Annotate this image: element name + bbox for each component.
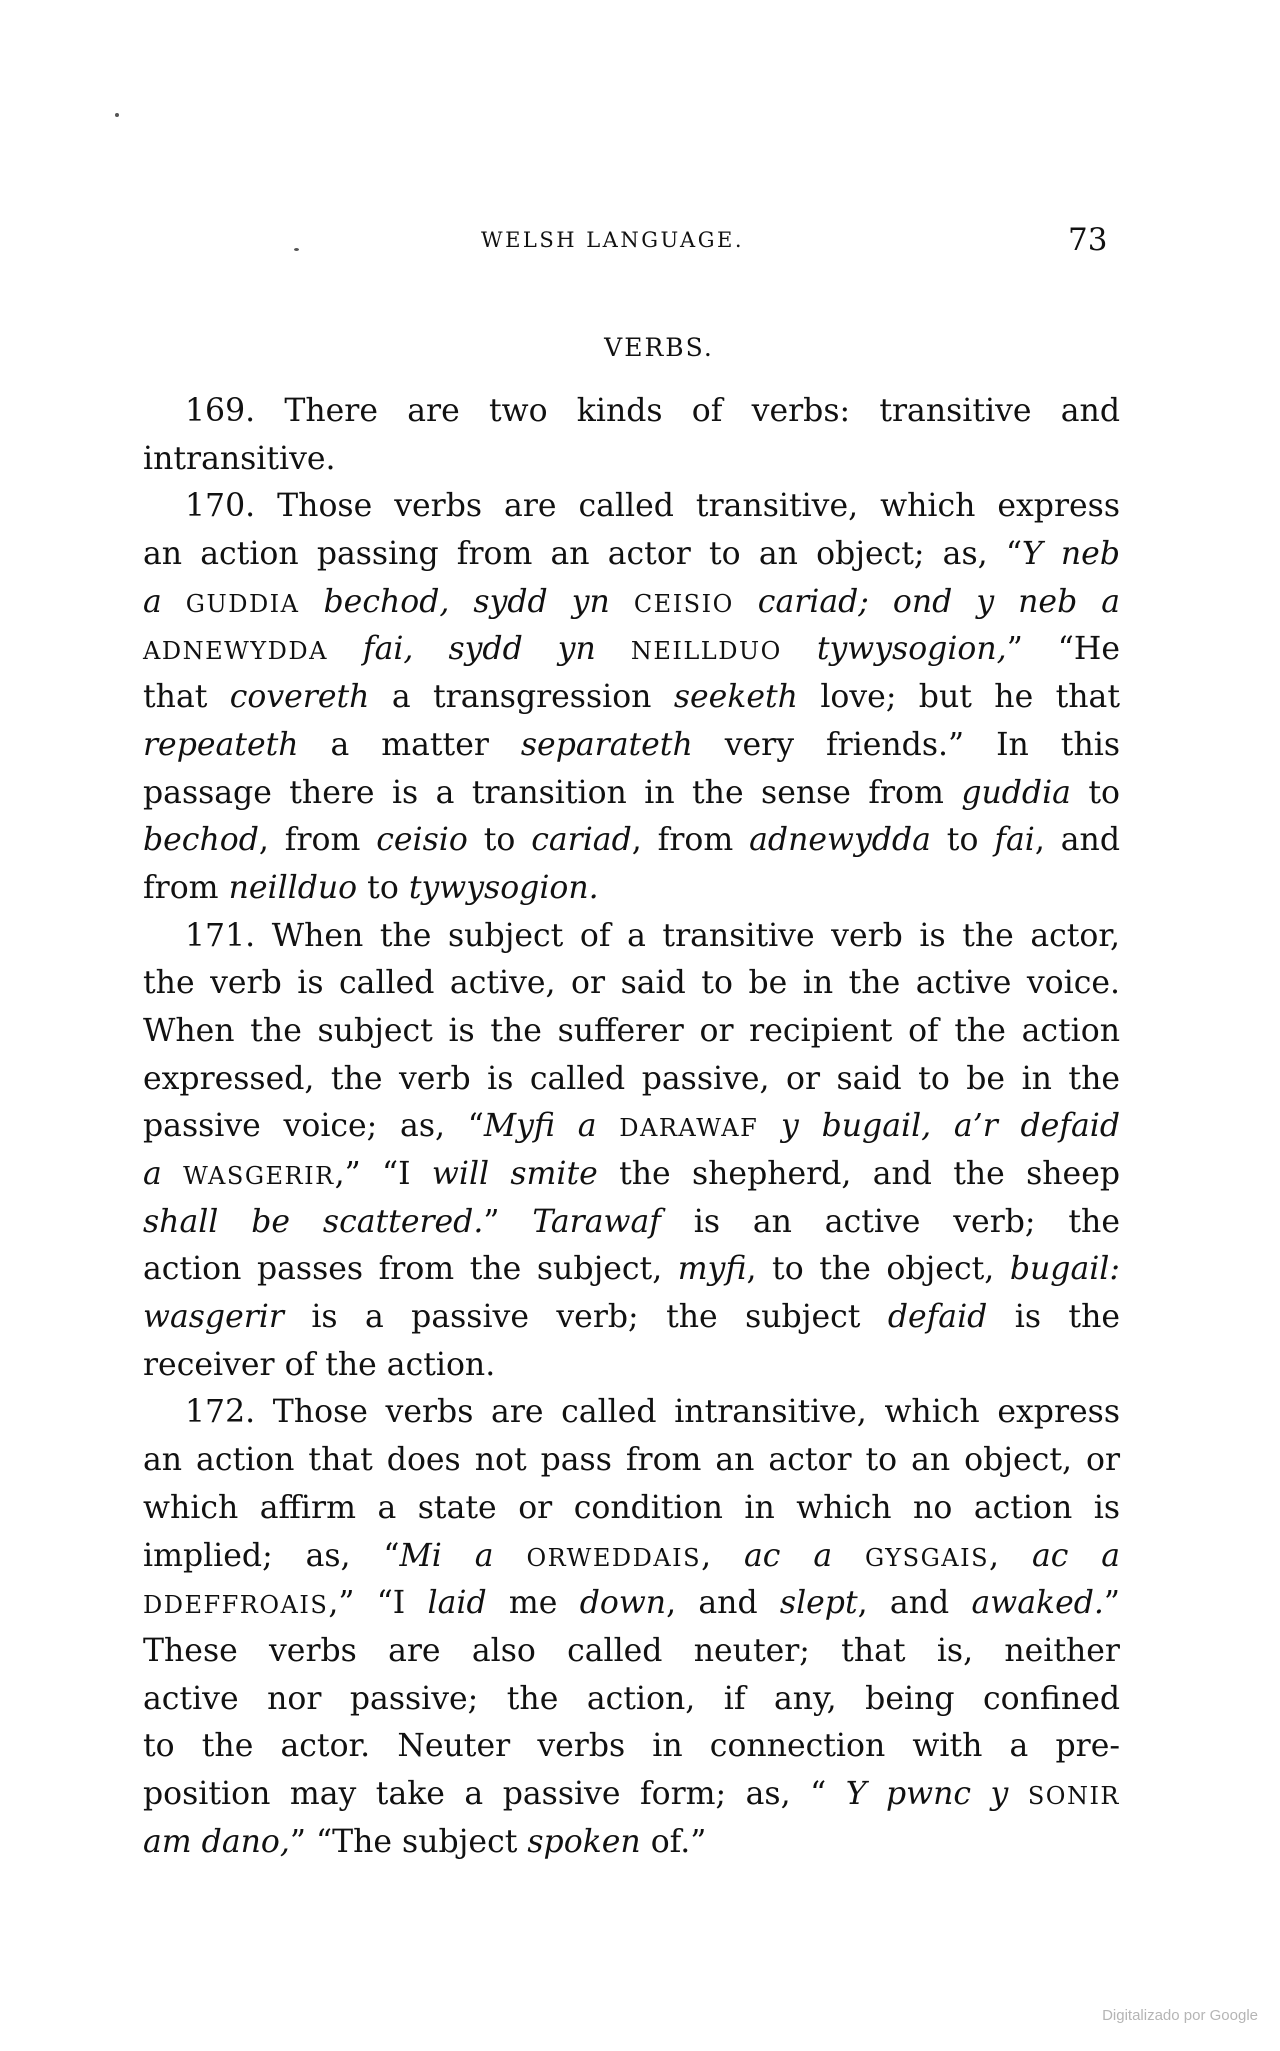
text-segment: [162, 1156, 183, 1192]
text-line: [143, 1294, 1120, 1342]
small-caps-text: NEILLDUO: [630, 637, 782, 666]
italic-text: bechod: [143, 822, 259, 859]
text-segment: an action passing from an actor to an object; as, “: [143, 536, 1022, 573]
text-segment: love; but he that: [797, 679, 1120, 716]
text-line: [143, 865, 1120, 913]
text-line: [143, 817, 1120, 865]
italic-text: y bugail, a’r defaid: [781, 1108, 1121, 1145]
text-segment: is an active verb; the: [660, 1203, 1120, 1240]
text-line: [143, 1676, 1120, 1724]
italic-text: fai, sydd yn: [362, 631, 596, 668]
italic-text: cariad: [531, 822, 632, 859]
text-segment: , from: [631, 822, 750, 859]
italic-text: ac a: [1031, 1537, 1121, 1574]
text-line: [143, 1580, 1120, 1628]
text-line: [143, 1151, 1120, 1199]
text-segment: a matter: [298, 726, 521, 763]
running-title: WELSH LANGUAGE.: [481, 228, 744, 252]
text-segment: is the: [987, 1299, 1120, 1336]
italic-text: a: [143, 1156, 162, 1192]
text-segment: to the actor. Neuter verbs in connection with a pre-: [143, 1728, 1120, 1765]
text-segment: ” “The subject: [289, 1823, 528, 1860]
text-segment: to: [930, 822, 995, 859]
text-segment: to: [357, 869, 409, 906]
text-segment: passive voice; as, “: [143, 1108, 484, 1145]
text-line: [143, 1246, 1120, 1294]
text-segment: [494, 1538, 527, 1574]
text-segment: These verbs are also called neuter; that is, neither: [143, 1632, 1120, 1669]
text-segment: [597, 1108, 620, 1144]
text-segment: that: [143, 679, 230, 716]
text-segment: [782, 631, 817, 667]
small-caps-text: CEISIO: [633, 589, 734, 618]
text-line: [143, 1723, 1120, 1771]
text-segment: expressed, the verb is called passive, or said to be in the: [143, 1060, 1120, 1097]
text-segment: me: [486, 1585, 580, 1622]
small-caps-text: DARAWAF: [619, 1114, 759, 1143]
small-caps-text: WASGERIR: [183, 1162, 335, 1190]
text-segment: [162, 584, 186, 620]
italic-text: Y neb: [1021, 536, 1120, 573]
text-line: [143, 1819, 1120, 1867]
text-segment: 170. Those verbs are called transitive, which express: [185, 488, 1120, 525]
small-caps-text: GYSGAIS: [865, 1543, 990, 1572]
running-header: [0, 222, 1280, 262]
small-caps-text: ADNEWYDDA: [143, 637, 328, 666]
italic-text: bechod, sydd yn: [323, 583, 610, 620]
text-segment: , and: [666, 1585, 780, 1622]
italic-text: tywysogion,: [816, 631, 1007, 668]
italic-text: awaked.: [971, 1585, 1104, 1622]
small-caps-text: SONIR: [1027, 1781, 1120, 1810]
small-caps-text: ORWEDDAIS: [526, 1543, 702, 1572]
text-segment: ,” “I: [328, 1585, 428, 1622]
text-line: [143, 579, 1120, 627]
text-line: [143, 1771, 1120, 1819]
italic-text: slept: [779, 1585, 858, 1622]
scan-speck: [115, 113, 119, 117]
text-line: [143, 1628, 1120, 1676]
text-segment: ”: [1103, 1585, 1120, 1622]
text-segment: very friends.” In this: [692, 726, 1120, 763]
text-segment: from: [143, 869, 229, 906]
text-line: [143, 722, 1120, 770]
body-text: [143, 388, 1120, 1866]
text-segment: which affirm a state or condition in which no action is: [143, 1489, 1120, 1526]
section-title: VERBS.: [604, 333, 714, 362]
text-segment: , and: [857, 1585, 972, 1622]
italic-text: tywysogion.: [408, 869, 599, 906]
page-number: 73: [1068, 222, 1108, 258]
text-segment: to: [1070, 774, 1120, 811]
text-line: [143, 1389, 1120, 1437]
text-segment: ,” “I: [334, 1156, 432, 1192]
text-line: [143, 1056, 1120, 1104]
italic-text: guddia: [961, 774, 1071, 811]
text-line: [143, 960, 1120, 1008]
text-line: [143, 1103, 1120, 1151]
italic-text: neillduo: [228, 869, 358, 906]
italic-text: myfi: [677, 1251, 747, 1288]
text-segment: a transgression: [369, 679, 674, 716]
text-line: [143, 1199, 1120, 1247]
italic-text: fai: [994, 822, 1035, 859]
text-segment: ,: [989, 1537, 1032, 1574]
italic-text: Mi a: [399, 1537, 494, 1574]
text-segment: of.”: [640, 1823, 707, 1860]
italic-text: separateth: [520, 726, 693, 763]
text-segment: [734, 584, 758, 620]
text-segment: When the subject is the sufferer or recipient of the action: [143, 1012, 1120, 1049]
text-segment: is a passive verb; the subject: [283, 1299, 888, 1336]
italic-text: am dano,: [143, 1823, 290, 1860]
watermark: Digitalizado por Google: [1102, 2007, 1258, 2024]
text-line: [143, 1437, 1120, 1485]
text-segment: action passes from the subject,: [143, 1251, 678, 1288]
text-segment: receiver of the action.: [143, 1346, 496, 1383]
italic-text: ac a: [744, 1537, 833, 1574]
text-segment: implied; as, “: [143, 1537, 400, 1574]
italic-text: ceisio: [376, 822, 468, 859]
small-caps-text: DDEFFROAIS: [143, 1591, 329, 1620]
text-line: [143, 1008, 1120, 1056]
text-segment: an action that does not pass from an actor to an object, or: [143, 1442, 1120, 1479]
italic-text: adnewydda: [749, 822, 931, 859]
italic-text: spoken: [527, 1823, 641, 1860]
text-segment: , from: [258, 822, 377, 859]
italic-text: shall be scattered.: [143, 1203, 484, 1240]
text-segment: 172. Those verbs are called intransitive, which express: [185, 1394, 1120, 1431]
italic-text: a: [143, 583, 162, 620]
text-segment: [758, 1108, 781, 1144]
text-line: [143, 388, 1120, 436]
text-segment: the verb is called active, or said to be in the active voice.: [143, 965, 1120, 1002]
italic-text: repeateth: [143, 726, 299, 763]
text-segment: active nor passive; the action, if any, being confined: [143, 1680, 1120, 1717]
text-segment: position may take a passive form; as, “: [143, 1775, 846, 1812]
text-segment: [596, 631, 631, 667]
italic-text: covereth: [229, 679, 370, 716]
text-segment: intransitive.: [143, 440, 336, 477]
text-segment: 171. When the subject of a transitive verb is the actor,: [185, 917, 1120, 954]
italic-text: bugail:: [1009, 1251, 1120, 1288]
small-caps-text: GUDDIA: [185, 589, 300, 618]
italic-text: wasgerir: [143, 1299, 284, 1336]
italic-text: Tarawaf: [532, 1203, 661, 1240]
text-segment: ” “He: [1006, 631, 1121, 668]
text-segment: [832, 1538, 865, 1574]
text-segment: , and: [1034, 822, 1120, 859]
text-line: [143, 1485, 1120, 1533]
text-line: [143, 1342, 1120, 1390]
text-line: [143, 913, 1120, 961]
text-line: [143, 674, 1120, 722]
text-segment: passage there is a transition in the sense from: [143, 774, 962, 811]
text-segment: to: [467, 822, 532, 859]
text-line: [143, 436, 1120, 484]
text-line: [143, 531, 1120, 579]
text-line: [143, 483, 1120, 531]
text-segment: ”: [483, 1203, 533, 1240]
text-segment: [328, 631, 363, 667]
text-segment: [300, 584, 324, 620]
italic-text: cariad; ond y neb a: [757, 583, 1121, 620]
italic-text: will smite: [431, 1156, 598, 1192]
text-line: [143, 1533, 1120, 1581]
text-segment: the shepherd, and the sheep: [597, 1156, 1120, 1192]
italic-text: down: [579, 1585, 667, 1622]
text-segment: ,: [701, 1537, 745, 1574]
text-line: [143, 626, 1120, 674]
italic-text: seeketh: [673, 679, 798, 716]
text-line: [143, 770, 1120, 818]
italic-text: Y pwnc y: [845, 1775, 1009, 1812]
text-segment: [610, 584, 634, 620]
text-segment: , to the object,: [746, 1251, 1010, 1288]
italic-text: Myfi a: [483, 1108, 597, 1145]
italic-text: laid: [427, 1585, 487, 1622]
italic-text: defaid: [887, 1299, 988, 1336]
text-segment: 169. There are two kinds of verbs: transitive and: [185, 393, 1120, 429]
text-segment: [1008, 1776, 1028, 1812]
